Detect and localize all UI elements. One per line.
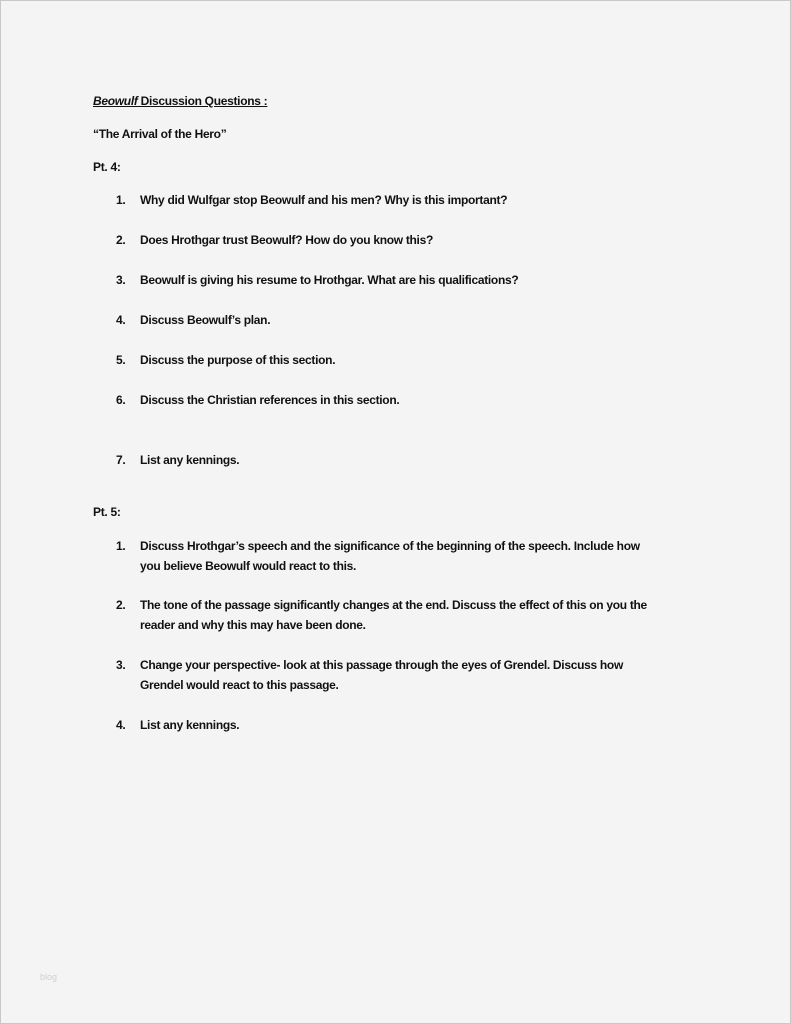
question-number: 4. xyxy=(116,313,126,327)
question-text: List any kennings. xyxy=(140,453,240,467)
question-number: 3. xyxy=(116,273,126,287)
question-number: 3. xyxy=(116,658,126,672)
question-text: Grendel would react to this passage. xyxy=(140,678,339,692)
question-text: Discuss Hrothgar’s speech and the significance of the beginning of the speech. Include how xyxy=(140,539,640,553)
watermark: blog xyxy=(40,972,58,982)
question-text: Beowulf is giving his resume to Hrothgar. What are his qualifications? xyxy=(140,273,519,287)
title-rest: Discussion Questions : xyxy=(137,94,268,108)
question-text: reader and why this may have been done. xyxy=(140,618,366,632)
question-number: 6. xyxy=(116,393,126,407)
question-text: Change your perspective- look at this passage through the eyes of Grendel. Discuss how xyxy=(140,658,623,672)
part4-label: Pt. 4: xyxy=(93,160,121,174)
question-text: you believe Beowulf would react to this. xyxy=(140,559,357,573)
question-text: The tone of the passage significantly changes at the end. Discuss the effect of this on you the xyxy=(140,598,647,612)
question-text: Discuss the purpose of this section. xyxy=(140,353,336,367)
question-number: 7. xyxy=(116,453,126,467)
question-text: List any kennings. xyxy=(140,718,240,732)
question-number: 2. xyxy=(116,598,126,612)
question-number: 4. xyxy=(116,718,126,732)
question-text: Why did Wulfgar stop Beowulf and his men? Why is this important? xyxy=(140,193,508,207)
title-italic: Beowulf xyxy=(93,94,138,108)
subtitle: “The Arrival of the Hero” xyxy=(93,127,227,141)
question-text: Discuss Beowulf’s plan. xyxy=(140,313,271,327)
question-text: Does Hrothgar trust Beowulf? How do you know this? xyxy=(140,233,433,247)
document-title xyxy=(93,93,267,109)
question-number: 1. xyxy=(116,539,126,553)
question-number: 5. xyxy=(116,353,126,367)
part5-label: Pt. 5: xyxy=(93,505,121,519)
question-number: 1. xyxy=(116,193,126,207)
question-text: Discuss the Christian references in this section. xyxy=(140,393,400,407)
question-number: 2. xyxy=(116,233,126,247)
